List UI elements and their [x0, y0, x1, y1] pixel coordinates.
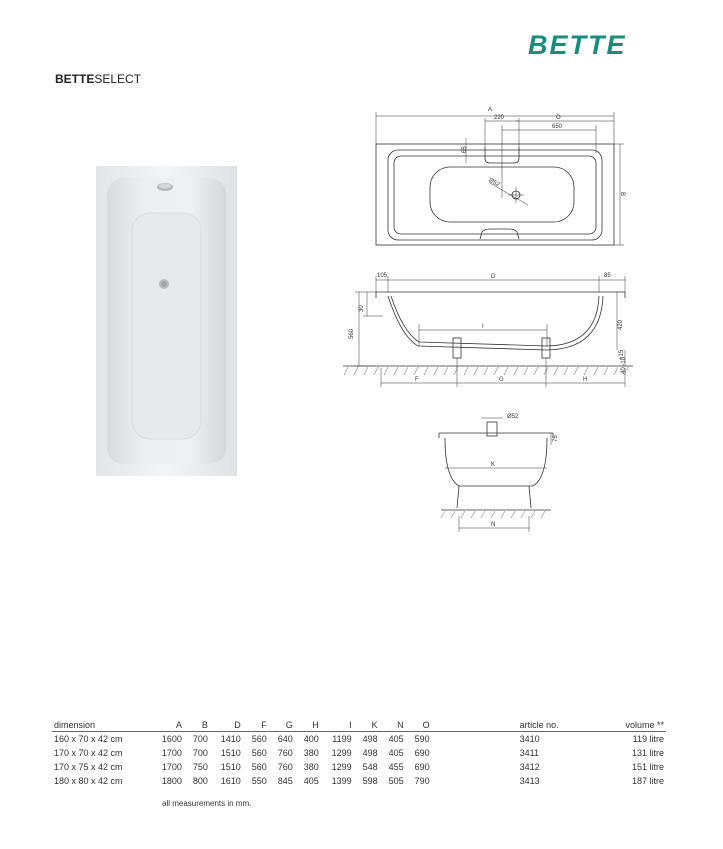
cell-O: 690	[414, 748, 430, 758]
dim-B: B	[619, 192, 625, 197]
end-view-drawing	[433, 408, 565, 536]
side-view-drawing	[343, 268, 633, 393]
cell-B: 750	[192, 762, 208, 772]
cell-dimension: 170 x 75 x 42 cm	[54, 762, 123, 772]
end-dim-K: K	[491, 462, 496, 468]
col-D: D	[210, 719, 243, 732]
col-dimension: dimension	[52, 719, 151, 732]
dim-220: 220	[494, 115, 505, 121]
cell-H: 380	[303, 762, 319, 772]
cell-I: 1399	[331, 776, 352, 786]
cell-N: 505	[388, 776, 404, 786]
cell-D: 1510	[220, 748, 241, 758]
cell-A: 1700	[161, 748, 182, 758]
cell-volume: 131 litre	[631, 748, 664, 758]
col-I: I	[321, 719, 354, 732]
col-N: N	[380, 719, 406, 732]
cell-D: 1510	[220, 762, 241, 772]
cell-I: 1299	[331, 748, 352, 758]
cell-dimension: 170 x 70 x 42 cm	[54, 748, 123, 758]
cell-G: 845	[277, 776, 293, 786]
cell-dimension: 160 x 70 x 42 cm	[54, 734, 123, 744]
col-O: O	[406, 719, 432, 732]
cell-volume: 151 litre	[631, 762, 664, 772]
cell-article-no: 3412	[519, 762, 540, 772]
dim-D: D	[491, 274, 496, 280]
cell-volume: 187 litre	[631, 776, 664, 786]
end-dim-N: N	[491, 522, 496, 528]
cell-B: 700	[192, 734, 208, 744]
dim-30: 30	[359, 305, 365, 312]
cell-A: 1600	[161, 734, 182, 744]
table-row	[52, 732, 666, 747]
dim-diameter-52: Ø52	[487, 177, 501, 189]
cell-O: 790	[414, 776, 430, 786]
bette-logo: BETTE	[528, 30, 627, 60]
measurement-footnote: all measurements in mm.	[162, 799, 252, 808]
col-K: K	[354, 719, 380, 732]
col-F: F	[243, 719, 269, 732]
dim-A: A	[488, 107, 493, 113]
cell-O: 690	[414, 762, 430, 772]
product-title	[55, 72, 141, 86]
dim-65: 65	[462, 146, 468, 153]
dim-H: H	[583, 377, 588, 383]
cell-volume: 119 litre	[632, 734, 664, 744]
table-row	[52, 774, 666, 788]
cell-A: 1700	[161, 762, 182, 772]
dim-I: I	[482, 324, 484, 330]
product-title-series: SELECT	[94, 72, 142, 86]
cell-D: 1610	[220, 776, 241, 786]
dim-F: F	[415, 377, 419, 383]
cell-article-no: 3411	[519, 748, 539, 758]
col-A: A	[151, 719, 184, 732]
dim-560: 560	[349, 328, 355, 339]
dim-85: 85	[604, 273, 611, 279]
dim-105: 105	[377, 273, 388, 279]
cell-O: 590	[414, 734, 430, 744]
cell-N: 455	[388, 762, 404, 772]
product-title-brand: BETTE	[55, 72, 95, 86]
cell-H: 380	[303, 748, 319, 758]
cell-B: 800	[192, 776, 208, 786]
cell-H: 400	[303, 734, 319, 744]
cell-K: 548	[362, 762, 378, 772]
col-B: B	[184, 719, 210, 732]
plan-view-drawing	[368, 103, 628, 253]
cell-I: 1299	[331, 762, 352, 772]
dim-plus15: +15	[619, 349, 625, 360]
cell-article-no: 3413	[519, 776, 540, 786]
table-row	[52, 746, 666, 760]
cell-A: 1800	[161, 776, 182, 786]
cell-B: 700	[192, 748, 208, 758]
dim-420: 420	[618, 319, 624, 330]
dim-40: 40 -10	[621, 356, 627, 374]
cell-K: 498	[362, 748, 378, 758]
cell-G: 640	[277, 734, 293, 744]
dim-650: 650	[552, 124, 563, 130]
cell-K: 498	[362, 734, 378, 744]
col-H: H	[295, 719, 321, 732]
cell-D: 1410	[220, 734, 241, 744]
bathtub-top-view-photo	[96, 166, 237, 476]
cell-F: 560	[251, 748, 267, 758]
cell-N: 405	[388, 748, 404, 758]
cell-I: 1199	[332, 734, 352, 744]
table-row	[52, 760, 666, 774]
col-article-no: article no.	[432, 719, 608, 732]
cell-H: 405	[303, 776, 319, 786]
dim-G: G	[499, 377, 504, 383]
cell-N: 405	[388, 734, 404, 744]
cell-K: 598	[362, 776, 378, 786]
cell-F: 560	[251, 762, 267, 772]
cell-F: 560	[251, 734, 267, 744]
col-volume: volume **	[608, 719, 666, 732]
end-dim-75: 75	[553, 435, 559, 442]
table-header-row	[52, 719, 666, 732]
cell-article-no: 3410	[519, 734, 540, 744]
dimension-table	[52, 719, 666, 788]
col-G: G	[269, 719, 295, 732]
end-dim-diameter-52: Ø52	[507, 414, 519, 420]
cell-G: 760	[277, 762, 293, 772]
cell-G: 760	[277, 748, 293, 758]
dim-O: O	[556, 115, 561, 121]
cell-F: 550	[251, 776, 267, 786]
cell-dimension: 180 x 80 x 42 cm	[54, 776, 123, 786]
